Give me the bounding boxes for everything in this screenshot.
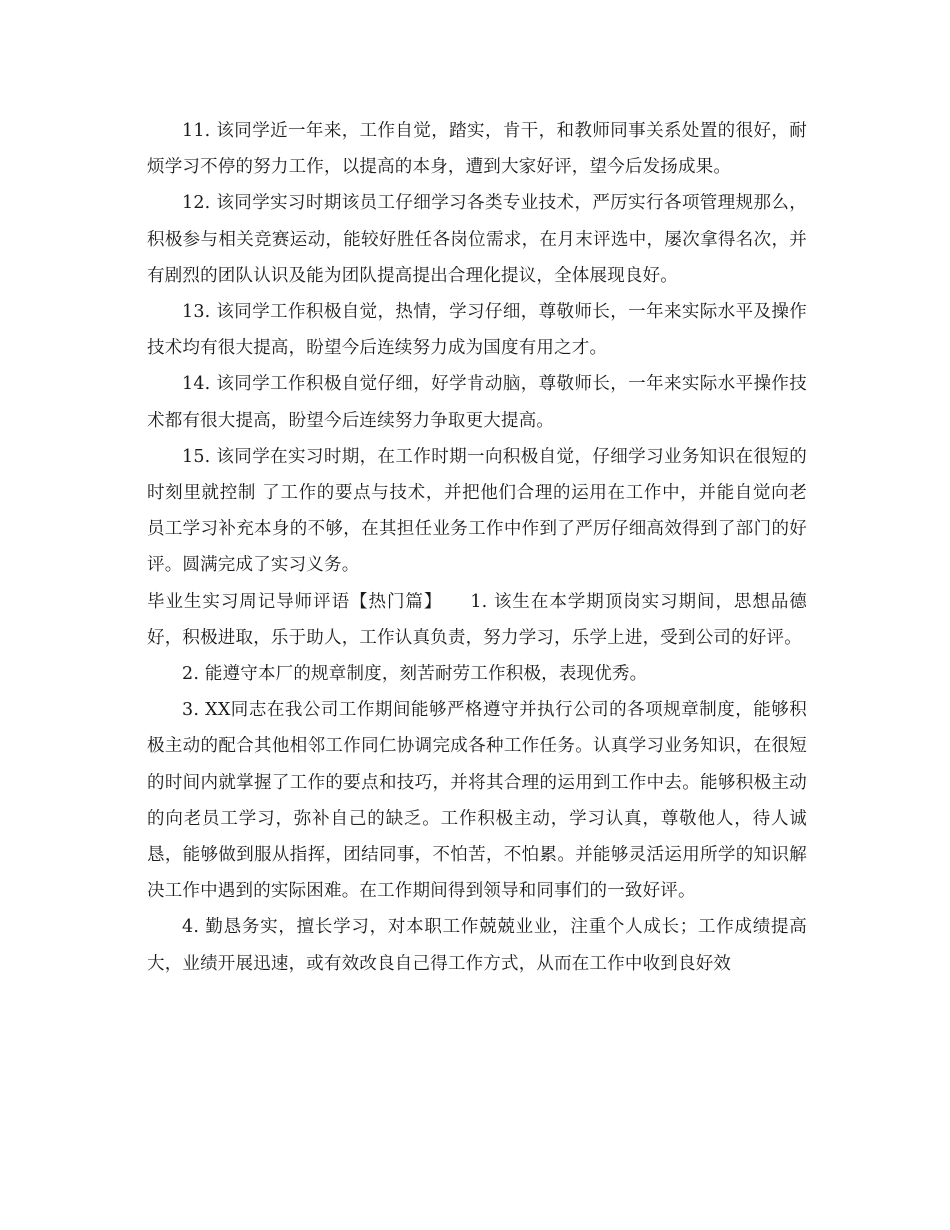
section-heading-paragraph	[147, 584, 807, 656]
paragraph-comment-1: 1. 该生在本学期顶岗实习期间，思想品德好，积极进取，乐于助人，工作认真负责，努力学习，乐学上进，受到公司的好评。	[147, 591, 807, 648]
paragraph-comment-12: 12. 该同学实习时期该员工仔细学习各类专业技术，严厉实行各项管理规那么，积极参与相关竞赛运动，能较好胜任各岗位需求，在月末评选中，屡次拿得名次，并有剧烈的团队认识及能为团队提高提出合理化提议，全体展现良好。	[147, 193, 807, 286]
paragraph-comment-3: 3. XX同志在我公司工作期间能够严格遵守并执行公司的各项规章制度，能够积极主动的配合其他相邻工作同仁协调完成各种工作任务。认真学习业务知识，在很短的时间内就掌握了工作的要点和技巧，并将其合理的运用到工作中去。能够积极主动的向老员工学习，弥补自己的缺乏。工作积极主动，学习认真，尊敬他人，待人诚恳，能够做到服从指挥，团结同事，不怕苦，不怕累。并能够灵活运用所学的知识解决工作中遇到的实际困难。在工作期间得到领导和同事们的一致好评。	[147, 700, 807, 902]
paragraph-comment-14: 14. 该同学工作积极自觉仔细，好学肯动脑，尊敬师长，一年来实际水平操作技术都有很大提高，盼望今后连续努力争取更大提高。	[147, 374, 807, 431]
document-body	[147, 113, 807, 982]
paragraph-comment-2: 2. 能遵守本厂的规章制度，刻苦耐劳工作积极，表现优秀。	[182, 664, 648, 685]
paragraph-comment-4: 4. 勤恳务实，擅长学习，对本职工作兢兢业业，注重个人成长；工作成绩提高大，业绩开展迅速，或有效改良自己得工作方式，从而在工作中收到良好效	[147, 917, 807, 974]
section-heading: 毕业生实习周记导师评语【热门篇】	[147, 591, 443, 612]
paragraph-comment-15: 15. 该同学在实习时期，在工作时期一向积极自觉，仔细学习业务知识在很短的时刻里就控制 了工作的要点与技术，并把他们合理的运用在工作中，并能自觉向老员工学习补充本身的不够，在其担任业务工作中作到了严厉仔细高效得到了部门的好评。圆满完成了实习义务。	[147, 446, 807, 576]
paragraph-comment-13: 13. 该同学工作积极自觉，热情，学习仔细，尊敬师长，一年来实际水平及操作技术均有很大提高，盼望今后连续努力成为国度有用之才。	[147, 302, 807, 359]
paragraph-comment-11: 11. 该同学近一年来，工作自觉，踏实，肯干，和教师同事关系处置的很好，耐烦学习不停的努力工作，以提高的本身，遭到大家好评，望今后发扬成果。	[147, 121, 807, 178]
